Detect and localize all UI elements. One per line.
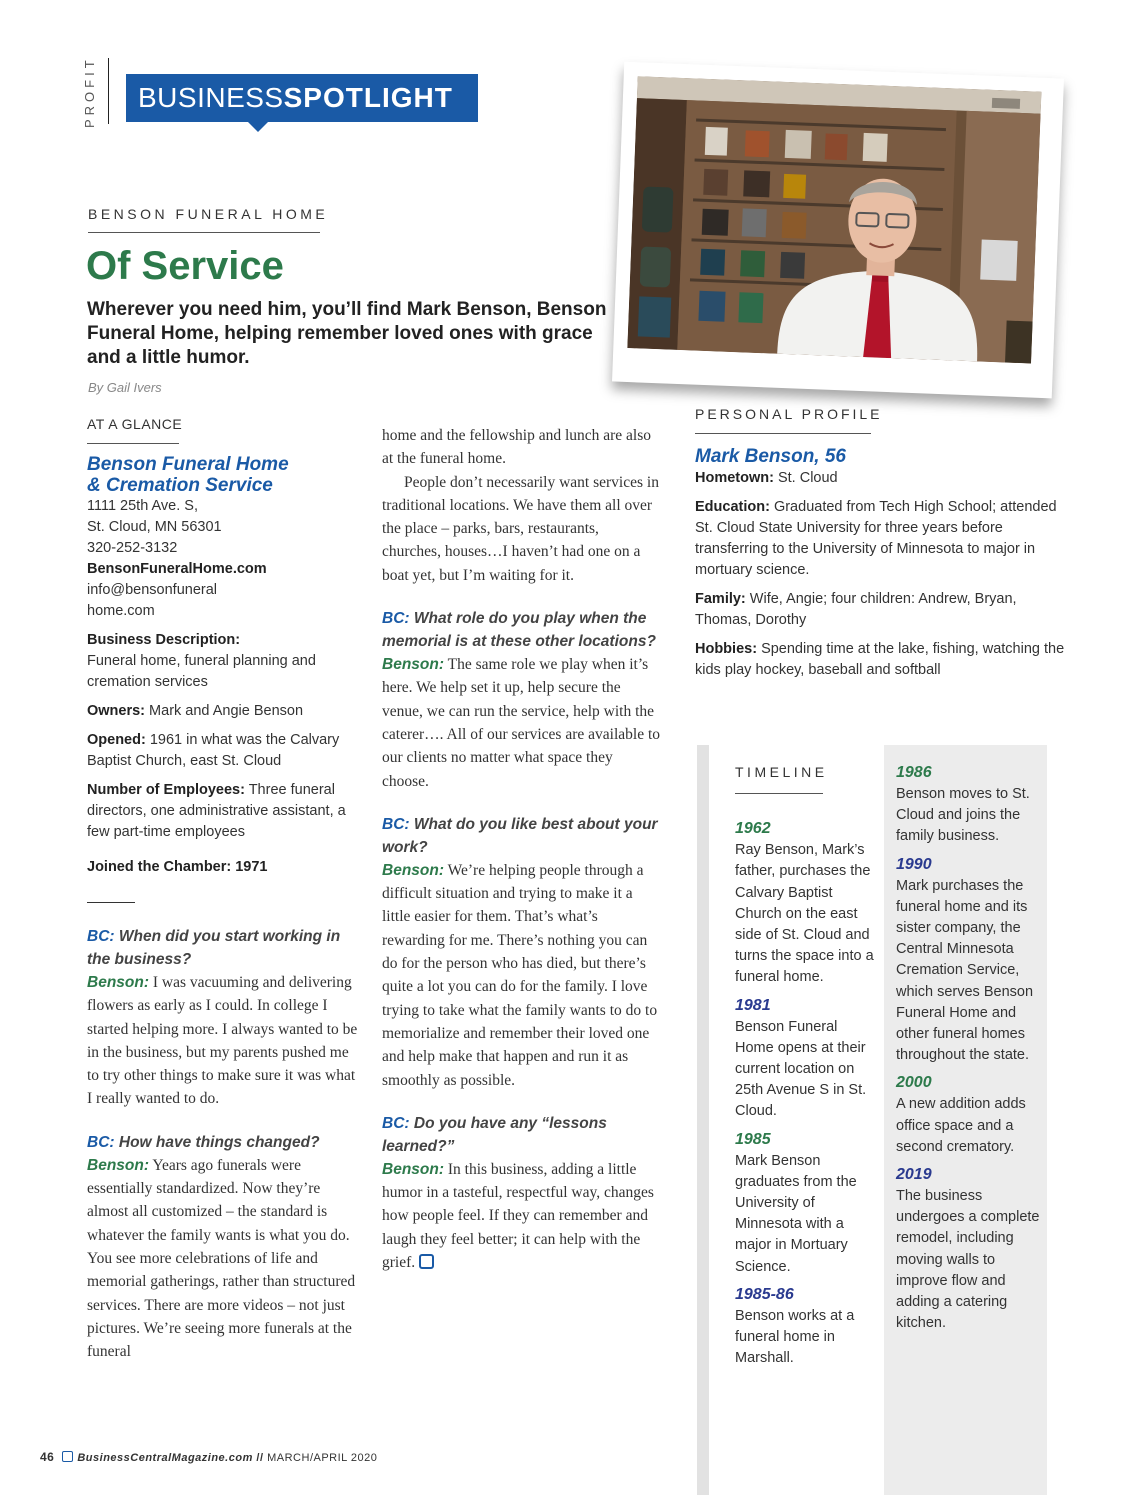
answer-2 bbox=[87, 1154, 359, 1364]
answer-4 bbox=[382, 859, 660, 1092]
column-2 bbox=[382, 424, 660, 1294]
timeline-entry bbox=[896, 762, 1044, 848]
bc-label: BC: bbox=[87, 928, 115, 945]
education-label: Education: bbox=[695, 499, 770, 515]
question-text: Do you have any “lessons learned?” bbox=[382, 1114, 607, 1155]
hometown-text: St. Cloud bbox=[777, 470, 838, 486]
timeline-year: 1962 bbox=[735, 820, 771, 838]
profile-name: Mark Benson, 56 bbox=[695, 446, 846, 467]
magazine-logo-icon bbox=[62, 1451, 73, 1462]
opened bbox=[87, 730, 359, 772]
hobbies bbox=[695, 639, 1065, 681]
timeline-text: Ray Benson, Mark’s father, purchases the Calvary Baptist Church on the east side of St. Cloud and turns the space into a funeral home. bbox=[735, 842, 874, 986]
timeline-text: Benson moves to St. Cloud and joins the family business. bbox=[896, 786, 1030, 845]
portrait-photo bbox=[627, 76, 1041, 363]
qa-2 bbox=[87, 1131, 359, 1364]
bc-label: BC: bbox=[87, 1133, 115, 1151]
benson-label: Benson: bbox=[382, 861, 444, 879]
timeline-column-1 bbox=[735, 762, 875, 1375]
timeline-entry bbox=[896, 1072, 1044, 1158]
timeline-text: Benson Funeral Home opens at their current location on 25th Avenue S in St. Cloud. bbox=[735, 1018, 867, 1120]
section-rule bbox=[87, 902, 135, 903]
profile-rule bbox=[695, 433, 871, 434]
family bbox=[695, 589, 1065, 631]
timeline-year: 1981 bbox=[735, 996, 771, 1014]
question-1 bbox=[87, 925, 359, 971]
profile-title: PERSONAL PROFILE bbox=[695, 406, 883, 422]
question-text: When did you start working in the business? bbox=[87, 928, 341, 968]
owners-label: Owners: bbox=[87, 703, 146, 719]
timeline-text: The business undergoes a complete remodel, including moving walls to improve flow and adding a catering kitchen. bbox=[896, 1188, 1040, 1332]
timeline-entry bbox=[735, 995, 875, 1123]
employees bbox=[87, 780, 359, 843]
business-name bbox=[87, 454, 359, 496]
family-text: Wife, Angie; four children: Andrew, Bryan, Thomas, Dorothy bbox=[695, 591, 1017, 628]
timeline-text: A new addition adds office space and a second crematory. bbox=[896, 1096, 1026, 1155]
headline: Of Service bbox=[86, 244, 284, 288]
section-tag bbox=[78, 52, 98, 132]
timeline-text: Mark purchases the funeral home and its sister company, the Central Minnesota Cremation Service, which serves Benson Funeral Home and other funeral homes throughout the state. bbox=[896, 877, 1034, 1064]
email-line2[interactable]: home.com bbox=[87, 603, 155, 619]
timeline-entry bbox=[735, 1284, 875, 1370]
hobbies-text: Spending time at the lake, fishing, watching the kids play hockey, baseball and softball bbox=[695, 641, 1065, 678]
timeline-year: 1985-86 bbox=[735, 1285, 794, 1303]
question-4 bbox=[382, 813, 660, 859]
timeline-text: Benson works at a funeral home in Marshall. bbox=[735, 1307, 855, 1367]
page-number: 46 bbox=[40, 1450, 55, 1464]
bc-label: BC: bbox=[382, 1114, 410, 1132]
hometown-label: Hometown: bbox=[695, 470, 774, 486]
banner-bold-text: SPOTLIGHT bbox=[283, 82, 453, 113]
email-line1[interactable]: info@bensonfuneral bbox=[87, 582, 218, 598]
answer-text: We’re helping people through a difficult situation and trying to make it a little easier for them. That’s what’s rewarding for me. There’s nothing you can do for the person who has died, but there’s quite a lot you can do for the family. I love trying to take what the family wants to do to memorialize and remember their loved one and help make that happen and run it as smoothly as possible. bbox=[382, 861, 658, 1089]
footer-site-link[interactable]: BusinessCentralMagazine.com bbox=[77, 1452, 253, 1464]
timeline-bar bbox=[697, 745, 709, 1495]
page-footer bbox=[40, 1450, 377, 1464]
company-label: BENSON FUNERAL HOME bbox=[88, 206, 329, 222]
timeline-year: 2019 bbox=[896, 1166, 932, 1184]
answer-text: Years ago funerals were essentially standardized. Now they’re almost all customized – the standard is whatever the family wants is what you do. You see more celebrations of life and memorial gatherings, rather than structured services. There are more videos – not just pictures. We’re seeing more funerals at the funeral bbox=[87, 1156, 356, 1361]
benson-label: Benson: bbox=[382, 656, 444, 674]
benson-label: Benson: bbox=[87, 974, 149, 991]
desc-text: Funeral home, funeral planning and cremation services bbox=[87, 653, 316, 690]
benson-label: Benson: bbox=[87, 1156, 149, 1174]
timeline-rule bbox=[735, 793, 823, 794]
benson-label: Benson: bbox=[382, 1160, 444, 1178]
answer-text: The same role we play when it’s here. We help set it up, help secure the venue, we can run the service, help with the caterer…. All of our services are available to our clients no matter what space they choose. bbox=[382, 656, 661, 790]
answer-text: I was vacuuming and delivering flowers as early as I could. In college I started helping more. I always wanted to be in the business, but my parents pushed me to try other things to make sure it was what I really wanted to do. bbox=[87, 974, 358, 1108]
answer-3 bbox=[382, 653, 660, 793]
qa-3 bbox=[382, 607, 660, 793]
question-3 bbox=[382, 607, 660, 653]
employees-label: Number of Employees: bbox=[87, 782, 245, 798]
end-mark-icon bbox=[419, 1254, 434, 1269]
banner-light-text: BUSINESS bbox=[138, 82, 284, 113]
hobbies-label: Hobbies: bbox=[695, 641, 758, 657]
answer-1 bbox=[87, 971, 359, 1111]
opened-text: 1961 in what was the Calvary Baptist Church, east St. Cloud bbox=[87, 732, 340, 769]
timeline-entry bbox=[735, 818, 875, 988]
bc-label: BC: bbox=[382, 610, 410, 628]
footer-separator: // bbox=[256, 1452, 264, 1464]
website-link[interactable]: BensonFuneralHome.com bbox=[87, 561, 267, 577]
question-text: What role do you play when the memorial is at these other locations? bbox=[382, 610, 656, 651]
owners-text: Mark and Angie Benson bbox=[149, 703, 304, 719]
question-5 bbox=[382, 1112, 660, 1158]
question-2 bbox=[87, 1131, 359, 1154]
contact-block bbox=[87, 496, 359, 622]
opened-label: Opened: bbox=[87, 732, 146, 748]
question-text: How have things changed? bbox=[118, 1133, 320, 1151]
answer-text: In this business, adding a little humor in a tasteful, respectful way, changes how people feel. If they can remember and laugh they feel better; it can help with the grief. bbox=[382, 1160, 654, 1272]
answer-2-paragraph-2: People don’t necessarily want services in traditional locations. We have them all over the place – parks, bars, restaurants, churches, houses…I haven’t had one on a boat yet, but I’m waiting for it. bbox=[382, 473, 659, 584]
column-1 bbox=[87, 414, 359, 1383]
timeline-year: 1990 bbox=[896, 855, 932, 873]
bc-label: BC: bbox=[382, 815, 410, 833]
timeline-entry bbox=[896, 854, 1044, 1067]
address-line2: St. Cloud, MN 56301 bbox=[87, 519, 222, 535]
photo-frame bbox=[612, 62, 1064, 399]
banner-notch bbox=[248, 122, 268, 132]
qa-1 bbox=[87, 925, 359, 1111]
timeline-year: 1985 bbox=[735, 1130, 771, 1148]
joined-chamber: Joined the Chamber: 1971 bbox=[87, 859, 268, 875]
business-description bbox=[87, 630, 359, 693]
education bbox=[695, 497, 1065, 581]
glance-title: AT A GLANCE bbox=[87, 416, 183, 432]
phone: 320-252-3132 bbox=[87, 540, 178, 556]
timeline-text: Mark Benson graduates from the University of Minnesota with a major in Mortuary Science. bbox=[735, 1152, 857, 1275]
timeline-title: TIMELINE bbox=[735, 764, 828, 780]
glance-rule bbox=[87, 443, 179, 444]
timeline-year: 2000 bbox=[896, 1074, 932, 1092]
personal-profile bbox=[695, 404, 1065, 689]
answer-2-continued: home and the fellowship and lunch are also at the funeral home. bbox=[382, 427, 652, 468]
business-name-line2: & Cremation Service bbox=[87, 475, 273, 496]
qa-4 bbox=[382, 813, 660, 1092]
owners bbox=[87, 701, 359, 722]
timeline-entry bbox=[735, 1129, 875, 1278]
family-label: Family: bbox=[695, 591, 746, 607]
section-divider bbox=[108, 58, 109, 124]
qa-5 bbox=[382, 1112, 660, 1274]
footer-issue: MARCH/APRIL 2020 bbox=[267, 1452, 378, 1464]
desc-label: Business Description: bbox=[87, 632, 241, 648]
deck: Wherever you need him, you’ll find Mark Benson, Benson Funeral Home, helping remember loved ones with grace and a little humor. bbox=[87, 299, 607, 368]
byline: By Gail Ivers bbox=[88, 380, 162, 395]
timeline-entry bbox=[896, 1164, 1044, 1334]
business-spotlight-banner bbox=[126, 74, 478, 122]
education-text: Graduated from Tech High School; attended St. Cloud State University for three years before transferring to the University of Minnesota to major in mortuary science. bbox=[695, 499, 1057, 578]
business-name-line1: Benson Funeral Home bbox=[87, 454, 289, 475]
timeline-column-2 bbox=[896, 762, 1044, 1340]
employees-text: Three funeral directors, one administrative assistant, a few part-time employees bbox=[87, 782, 346, 840]
question-text: What do you like best about your work? bbox=[382, 815, 658, 856]
answer-5 bbox=[382, 1158, 660, 1274]
company-label-rule bbox=[88, 232, 320, 233]
hometown bbox=[695, 468, 1065, 489]
timeline-year: 1986 bbox=[896, 764, 932, 781]
section-label: PROFIT bbox=[82, 56, 97, 128]
address-line1: 1111 25th Ave. S, bbox=[87, 498, 198, 514]
